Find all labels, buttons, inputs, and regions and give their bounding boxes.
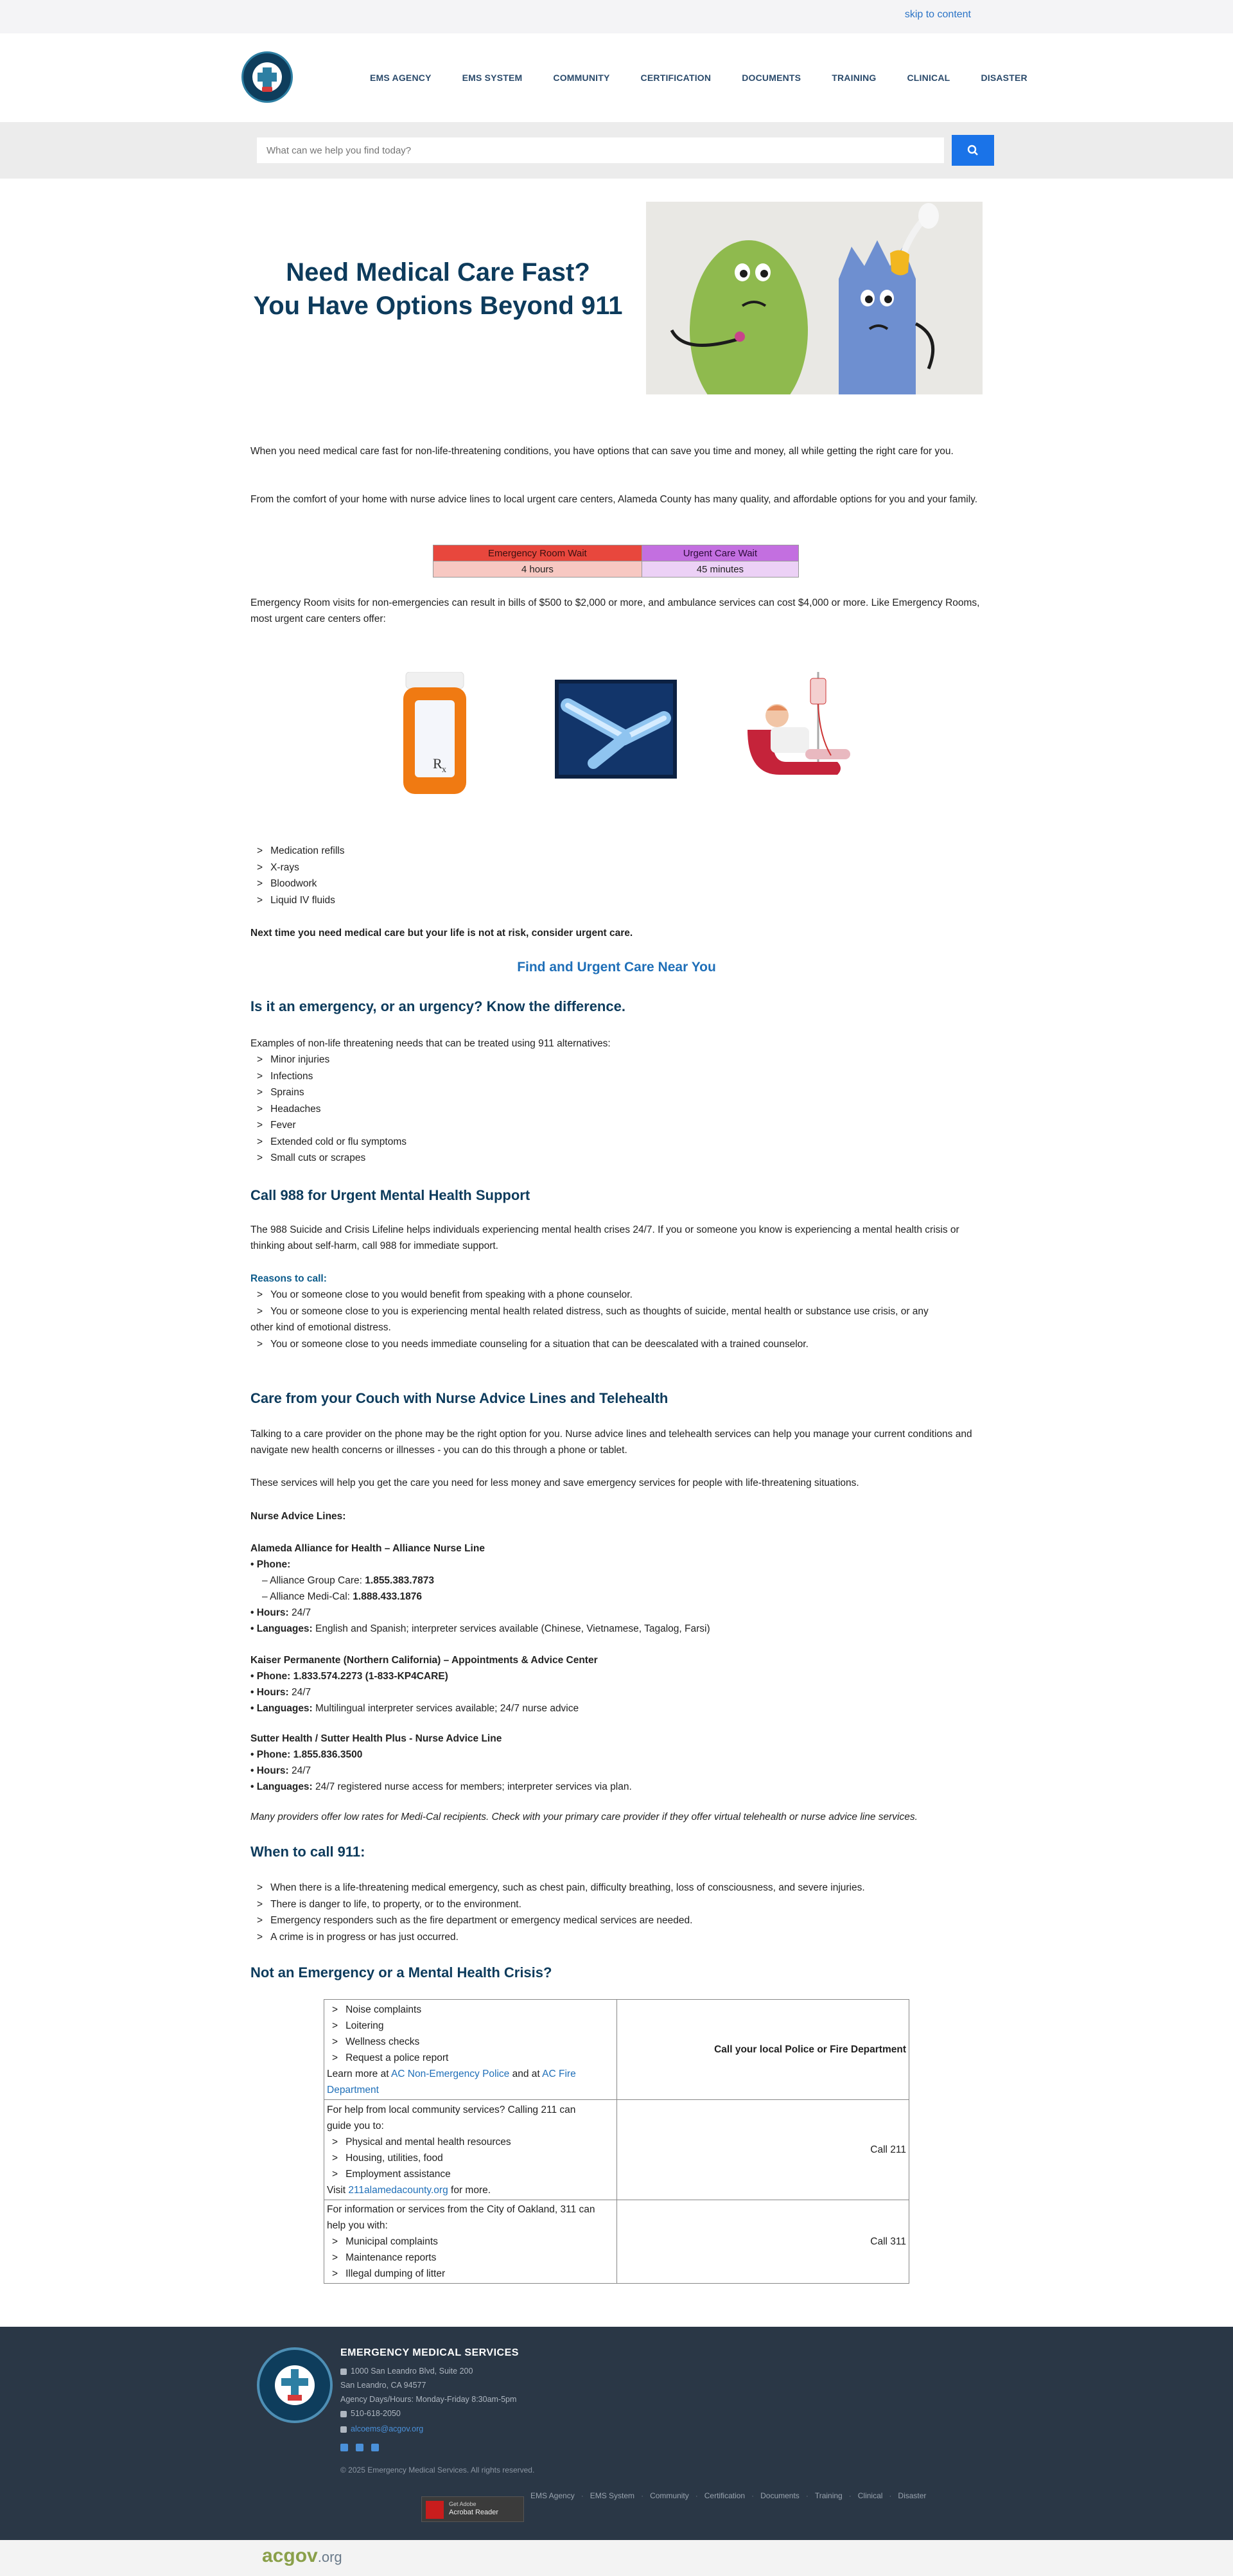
acgov-logo[interactable]: acgov.org (262, 2545, 342, 2566)
languages-line: • Languages: English and Spanish; interpreter services available (Chinese, Vietnamese, Tagalog, Farsi) (250, 1623, 710, 1634)
phone-icon (340, 2411, 347, 2417)
learn-more-line-2 (327, 2082, 614, 2098)
nurse-lines-label: Nurse Advice Lines: (250, 1511, 346, 1522)
alliance-medi-cal: – Alliance Medi-Cal: 1.888.433.1876 (262, 1591, 423, 1602)
intro-paragraph-2: From the comfort of your home with nurse advice lines to local urgent care centers, Alameda County has many quality, and affordable options for you and your family. (250, 494, 978, 505)
list-item: > Liquid IV fluids (257, 892, 345, 909)
footer-link-separator: · (641, 2491, 644, 2500)
call-211-cell: For help from local community services? Calling 211 can guide you to: > Physical and mental health resources > Housing, utilities, food > Employment assistance Visit 211alamedacounty.org for more. (324, 2100, 617, 2200)
list-item: > Wellness checks (332, 2034, 614, 2050)
hours-line: • Hours: 24/7 (250, 1687, 311, 1698)
find-urgent-care-link[interactable]: Find and Urgent Care Near You (517, 960, 716, 975)
footer-link-ems-agency[interactable]: EMS Agency (530, 2491, 575, 2500)
provider-name: Sutter Health / Sutter Health Plus - Nurse Advice Line (250, 1733, 502, 1744)
ems-logo[interactable] (241, 51, 293, 103)
list-item: > Headaches (257, 1101, 407, 1118)
nav-training[interactable]: TRAINING (832, 73, 877, 83)
list-item: > Maintenance reports (332, 2250, 614, 2266)
list-item: > Sprains (257, 1084, 407, 1101)
phone-number[interactable]: 1.833.574.2273 (1-833-KP4CARE) (290, 1671, 448, 1682)
list-item: > Infections (257, 1068, 407, 1085)
site-header (0, 33, 1233, 122)
footer-copyright: © 2025 Emergency Medical Services. All rights reserved. (340, 2466, 535, 2475)
phone-label: • Phone: (250, 1559, 291, 1570)
location-pin-icon (340, 2369, 347, 2375)
reasons-to-call-list-continued (257, 1336, 809, 1353)
alliance-group-care: – Alliance Group Care: 1.855.383.7873 (262, 1575, 435, 1586)
er-wait-label: Emergency Room Wait (433, 545, 642, 561)
er-wait-value: 4 hours (433, 561, 642, 578)
police-fire-list (327, 2002, 614, 2066)
footer-link-separator: · (848, 2491, 852, 2500)
urgent-care-offers-list (257, 843, 345, 908)
wait-time-table (433, 545, 799, 578)
next-time-statement: Next time you need medical care but your life is not at risk, consider urgent care. (250, 928, 633, 939)
list-item: > Fever (257, 1117, 407, 1134)
211-alameda-county-link[interactable]: 211alamedacounty.org (348, 2184, 448, 2196)
envelope-icon (340, 2426, 347, 2433)
footer-link-ems-system[interactable]: EMS System (590, 2491, 635, 2500)
phone-number[interactable]: 1.888.433.1876 (353, 1591, 423, 1602)
list-item: > Medication refills (257, 843, 345, 860)
sutter-nurse-line (250, 1731, 983, 1795)
footer-link-certification[interactable]: Certification (704, 2491, 746, 2500)
ac-fire-department-link-continued[interactable]: Department (327, 2084, 379, 2095)
list-item: > Bloodwork (257, 876, 345, 892)
footer-address-2: San Leandro, CA 94577 (340, 2381, 426, 2390)
adobe-badge-line2: Acrobat Reader (449, 2509, 499, 2516)
reasons-to-call-list (257, 1287, 983, 1319)
when-to-call-911-list (257, 1880, 865, 1945)
twitter-icon[interactable] (356, 2444, 363, 2451)
list-item: > A crime is in progress or has just occurred. (257, 1929, 865, 1946)
reasons-to-call-label: Reasons to call: (250, 1273, 327, 1284)
languages-line: • Languages: Multilingual interpreter services available; 24/7 nurse advice (250, 1703, 579, 1714)
footer-email (340, 2424, 423, 2433)
learn-more-line: Learn more at AC Non-Emergency Police and at AC Fire (327, 2068, 576, 2079)
visit-211-line: Visit 211alamedacounty.org for more. (327, 2184, 491, 2196)
list-item: > Physical and mental health resources (332, 2134, 614, 2150)
list-item: > Illegal dumping of litter (332, 2266, 614, 2282)
phone-line: • Phone: 1.833.574.2273 (1-833-KP4CARE) (250, 1671, 448, 1682)
list-item: > X-rays (257, 860, 345, 876)
phone-number[interactable]: 1.855.836.3500 (290, 1749, 363, 1760)
footer-phone: 510-618-2050 (340, 2409, 401, 2418)
footer-hours: Agency Days/Hours: Monday-Friday 8:30am-5pm (340, 2395, 517, 2404)
urgent-care-services-illustrations (250, 655, 983, 797)
list-item: > Housing, utilities, food (332, 2150, 614, 2166)
non-emergency-table (324, 1999, 909, 2284)
when-to-call-911-heading: When to call 911: (250, 1844, 365, 1860)
nav-disaster[interactable]: DISASTER (981, 73, 1028, 83)
list-item: > Extended cold or flu symptoms (257, 1134, 407, 1151)
search-icon (967, 145, 979, 156)
call-311-list (327, 2234, 614, 2282)
hero-title: Need Medical Care Fast? You Have Options Beyond 911 (253, 258, 623, 320)
ac-non-emergency-police-link[interactable]: AC Non-Emergency Police (390, 2068, 510, 2079)
footer-link-disaster[interactable]: Disaster (898, 2491, 927, 2500)
search-band (0, 122, 1233, 179)
list-item: > Employment assistance (332, 2166, 614, 2182)
telehealth-paragraph-2: These services will help you get the care you need for less money and save emergency services for people with life-threatening situations. (250, 1478, 859, 1488)
iv-drip-patient-icon (741, 666, 863, 791)
call-988-heading: Call 988 for Urgent Mental Health Support (250, 1187, 530, 1203)
call-211-action: Call 211 (617, 2100, 909, 2200)
list-item: > Municipal complaints (332, 2234, 614, 2250)
cartoon-characters-image (646, 202, 983, 394)
hero (0, 179, 1233, 423)
hours-line: • Hours: 24/7 (250, 1765, 311, 1776)
list-item: > Minor injuries (257, 1052, 407, 1068)
county-bottom-bar (0, 2540, 1233, 2576)
nav-ems-agency[interactable]: EMS AGENCY (370, 73, 432, 83)
footer-link-separator: · (581, 2491, 584, 2500)
list-item: > You or someone close to you needs immediate counseling for a situation that can be deescalated with a trained counselor. (257, 1336, 809, 1353)
footer-address-1: 1000 San Leandro Blvd, Suite 200 (340, 2367, 473, 2376)
nav-certification[interactable]: CERTIFICATION (640, 73, 712, 83)
site-footer (0, 2327, 1233, 2540)
list-item: > You or someone close to you would benefit from speaking with a phone counselor. (257, 1287, 983, 1303)
call-311-action: Call 311 (617, 2200, 909, 2284)
svg-text:x: x (442, 765, 446, 775)
nav-clinical[interactable]: CLINICAL (907, 73, 950, 83)
know-difference-intro: Examples of non-life threatening needs that can be treated using 911 alternatives: (250, 1038, 611, 1049)
call-988-body: The 988 Suicide and Crisis Lifeline helps individuals experiencing mental health crises 24/7. If you or someone you know is experiencing a mental health crisis or thinking about self-harm, call 988 for immediate support. (250, 1224, 959, 1251)
languages-line: • Languages: 24/7 registered nurse access for members; interpreter services via plan. (250, 1781, 632, 1792)
footer-email-link[interactable]: alcoems@acgov.org (351, 2424, 424, 2433)
adobe-pdf-icon (426, 2501, 444, 2519)
skip-to-content-link[interactable]: skip to content (904, 9, 971, 20)
utility-bar (0, 0, 1233, 33)
adobe-badge-line1: Get Adobe (449, 2501, 477, 2507)
provider-name: Kaiser Permanente (Northern California) – Appointments & Advice Center (250, 1655, 598, 1666)
hours-line: • Hours: 24/7 (250, 1607, 311, 1618)
footer-link-separator: · (889, 2491, 892, 2500)
logo-ribbon (262, 87, 272, 92)
reason-2-continued: other kind of emotional distress. (250, 1322, 391, 1333)
police-fire-cell (324, 2000, 617, 2100)
list-item: > You or someone close to you is experiencing mental health related distress, such as thoughts of suicide, mental health or substance use crisis, or any (257, 1303, 983, 1320)
list-item: > Noise complaints (332, 2002, 614, 2018)
footer-link-separator: · (805, 2491, 809, 2500)
ac-fire-department-link[interactable]: AC Fire (542, 2068, 576, 2079)
phone-number[interactable]: 1.855.383.7873 (365, 1575, 435, 1586)
footer-social-links (340, 2444, 379, 2451)
call-211-list (327, 2134, 614, 2182)
footer-link-documents[interactable]: Documents (760, 2491, 800, 2500)
footer-link-clinical[interactable]: Clinical (857, 2491, 883, 2500)
list-item: > Emergency responders such as the fire department or emergency medical services are needed. (257, 1912, 865, 1929)
logo-cross-bar (258, 73, 277, 82)
pill-bottle-icon (399, 672, 470, 797)
telehealth-heading: Care from your Couch with Nurse Advice Lines and Telehealth (250, 1390, 669, 1406)
urgent-care-wait-value: 45 minutes (642, 561, 798, 578)
non-life-threatening-list (257, 1052, 407, 1167)
medi-cal-note: Many providers offer low rates for Medi-Cal recipients. Check with your primary care provider if they offer virtual telehealth or nurse advice line services. (250, 1812, 918, 1822)
instagram-icon[interactable] (371, 2444, 379, 2451)
hero-illustration (646, 202, 983, 394)
telehealth-paragraph-1: Talking to a care provider on the phone may be the right option for you. Nurse advice lines and telehealth services can help you manage your current conditions and navigate new health concerns or illnesses - you can do this through a phone or tablet. (250, 1429, 972, 1456)
provider-name: Alameda Alliance for Health – Alliance Nurse Line (250, 1543, 485, 1554)
urgent-care-wait-label: Urgent Care Wait (642, 545, 798, 561)
footer-title: EMERGENCY MEDICAL SERVICES (340, 2347, 519, 2358)
xray-icon (555, 680, 677, 779)
call-311-cell: For information or services from the City of Oakland, 311 can help you with: > Municipal complaints > Maintenance reports > Illegal dumping of litter (324, 2200, 617, 2284)
not-emergency-heading: Not an Emergency or a Mental Health Crisis? (250, 1964, 552, 1981)
svg-text:R: R (433, 755, 442, 772)
list-item: > Loitering (332, 2018, 614, 2034)
list-item: > Request a police report (332, 2050, 614, 2066)
main-nav (370, 33, 1058, 122)
nav-community[interactable]: COMMUNITY (553, 73, 610, 83)
footer-ems-logo (257, 2347, 333, 2423)
alliance-nurse-line (250, 1540, 983, 1637)
adobe-reader-badge[interactable] (421, 2496, 524, 2522)
footer-link-separator: · (751, 2491, 755, 2500)
search-button[interactable] (952, 135, 994, 166)
footer-nav (530, 2491, 932, 2500)
list-item: > Small cuts or scrapes (257, 1150, 407, 1167)
nav-ems-system[interactable]: EMS SYSTEM (462, 73, 523, 83)
star-of-life-icon (281, 2369, 308, 2401)
facebook-icon[interactable] (340, 2444, 348, 2451)
phone-line: • Phone: 1.855.836.3500 (250, 1749, 363, 1760)
list-item: > When there is a life-threatening medical emergency, such as chest pain, difficulty breathing, loss of consciousness, and severe injuries. (257, 1880, 865, 1896)
know-difference-heading: Is it an emergency, or an urgency? Know the difference. (250, 998, 625, 1014)
footer-link-training[interactable]: Training (814, 2491, 843, 2500)
er-cost-paragraph: Emergency Room visits for non-emergencies can result in bills of $500 to $2,000 or more, and ambulance services can cost $4,000 or more. Like Emergency Rooms, most urgent care centers offer: (250, 597, 980, 624)
footer-link-separator: · (695, 2491, 698, 2500)
footer-link-community[interactable]: Community (650, 2491, 689, 2500)
nav-documents[interactable]: DOCUMENTS (742, 73, 801, 83)
intro-paragraph-1: When you need medical care fast for non-life-threatening conditions, you have options that can save you time and money, all while getting the right care for you. (250, 446, 954, 457)
kaiser-advice-center (250, 1652, 983, 1716)
list-item: > There is danger to life, to property, or to the environment. (257, 1896, 865, 1913)
police-fire-action: Call your local Police or Fire Department (617, 2000, 909, 2100)
search-input[interactable] (257, 137, 944, 163)
